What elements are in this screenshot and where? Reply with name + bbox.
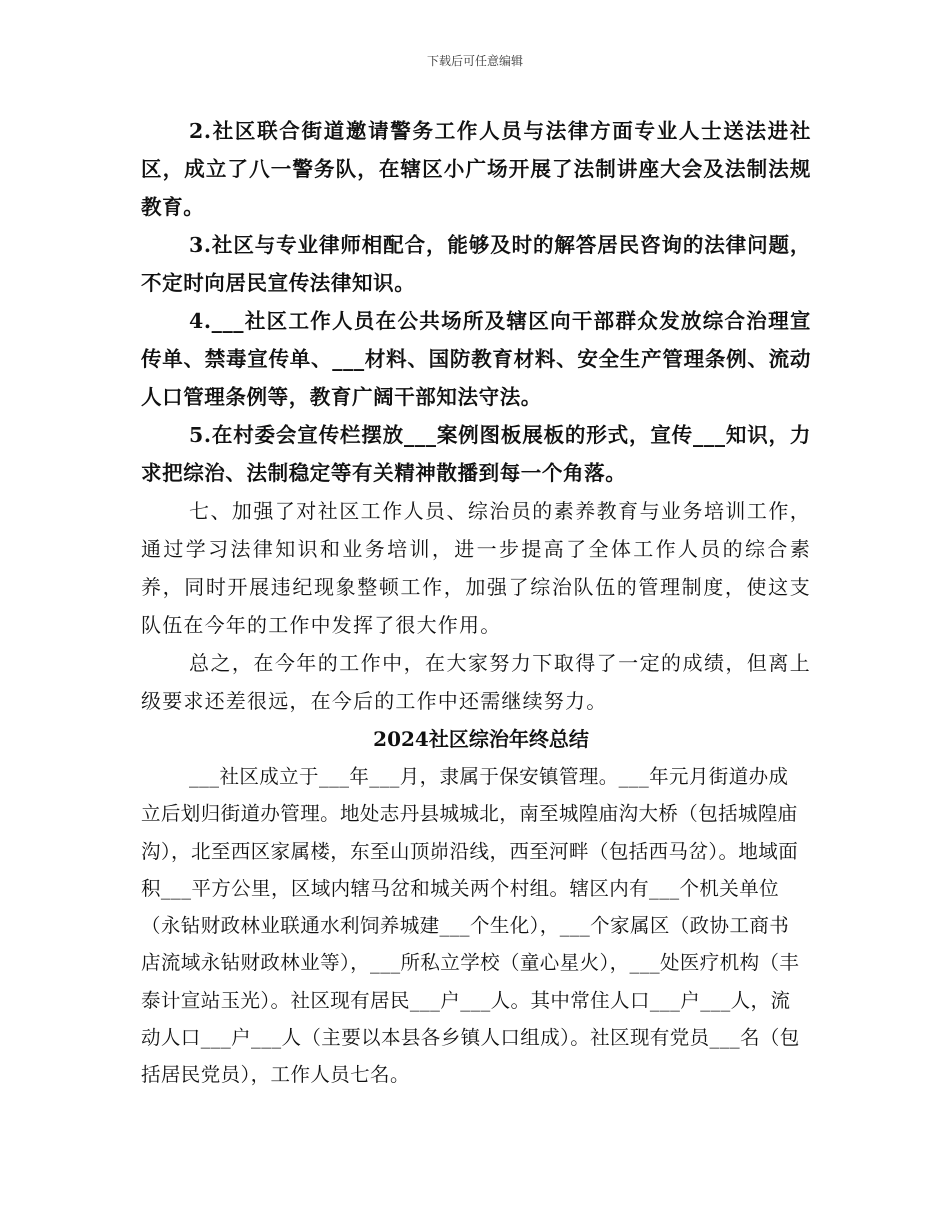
list-item-3: 3.社区与专业律师相配合，能够及时的解答居民咨询的法律问题，不定时向居民宣传法律知识。 (141, 233, 811, 295)
list-item-5: 5.在村委会宣传栏摆放___案例图板展板的形式，宣传___知识，力求把综治、法制稳定等有关精神散播到每一个角落。 (141, 423, 811, 485)
document-title: 2024社区综治年终总结 (373, 727, 589, 751)
page-header: 下载后可任意编辑 (426, 54, 523, 68)
section-seven-paragraph: 七、加强了对社区工作人员、综治员的素养教育与业务培训工作，通过学习法律知识和业务培训，进一步提高了全体工作人员的综合素养，同时开展违纪现象整顿工作，加强了综治队伍的管理制度，使这支队伍在今年的工作中发挥了很大作用。 (141, 499, 811, 637)
document-body (141, 112, 811, 1094)
conclusion-paragraph: 总之，在今年的工作中，在大家努力下取得了一定的成绩，但离上级要求还差很远，在今后的工作中还需继续努力。 (141, 651, 811, 713)
overview-paragraph: ___社区成立于___年___月，隶属于保安镇管理。___年元月街道办成立后划归街道办管理。地处志丹县城城北，南至城隍庙沟大桥（包括城隍庙沟），北至西区家属楼，东至山顶峁沿线，西至河畔（包括西马岔）。地域面积___平方公里，区域内辖马岔和城关两个村组。辖区内有___个机关单位（永钻财政林业联通水利饲养城建___个生化），___个家属区（政协工商书店流域永钻财政林业等），___所私立学校（童心星火），___处医疗机构（丰泰计宣站玉光）。社区现有居民___户___人。其中常住人口___户___人，流动人口___户___人（主要以本县各乡镇人口组成）。社区现有党员___名（包括居民党员），工作人员七名。 (141, 765, 800, 1087)
list-item-4: 4.___社区工作人员在公共场所及辖区向干部群众发放综合治理宣传单、禁毒宣传单、___材料、国防教育材料、安全生产管理条例、流动人口管理条例等，教育广阔干部知法守法。 (141, 309, 811, 409)
list-item-2: 2.社区联合街道邀请警务工作人员与法律方面专业人士送法进社区，成立了八一警务队，在辖区小广场开展了法制讲座大会及法制法规教育。 (141, 119, 811, 219)
